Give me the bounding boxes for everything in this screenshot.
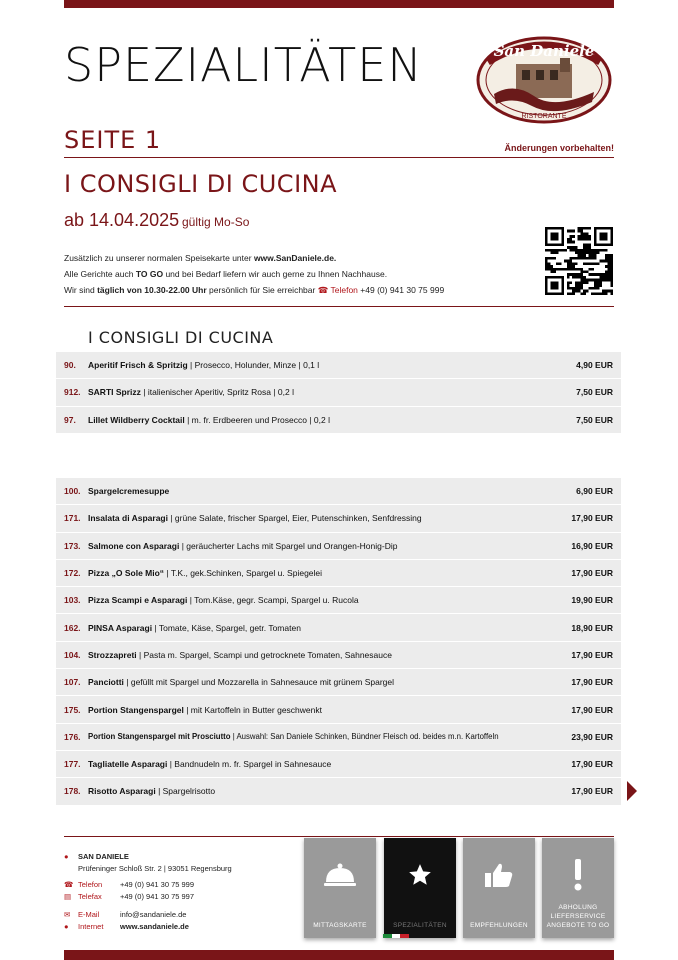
globe-icon: ● <box>64 922 69 931</box>
phone-icon: ☎ <box>317 285 331 295</box>
valid-days: gültig Mo-So <box>182 215 250 229</box>
menu-row: 100. Spargelcremesuppe 6,90 EUR <box>56 478 621 505</box>
tile-empfehlungen[interactable]: EMPFEHLUNGEN <box>463 838 535 938</box>
menu-row: 103. Pizza Scampi e Asparagi | Tom.Käse, gegr. Scampi, Spargel u. Rucola 19,90 EUR <box>56 587 621 614</box>
menu-row: 90. Aperitif Frisch & Spritzig | Prosecco, Holunder, Minze | 0,1 l 4,90 EUR <box>56 352 621 379</box>
thumbs-up-icon <box>463 860 535 890</box>
top-bar <box>64 0 614 8</box>
intro-line-3: Wir sind täglich von 10.30-22.00 Uhr persönlich für Sie erreichbar ☎ Telefon +49 (0) 941 30 75 999 <box>64 285 445 295</box>
intro-line-1: Zusätzlich zu unserer normalen Speisekarte unter www.SanDaniele.de. <box>64 253 337 263</box>
page-title: SPEZIALITÄTEN <box>64 38 423 92</box>
tile-spezialitaeten[interactable]: SPEZIALITÄTEN <box>384 838 456 938</box>
valid-from-date: ab 14.04.2025 <box>64 210 180 230</box>
disclaimer: Änderungen vorbehalten! <box>504 143 614 153</box>
footer-address: Prüfeninger Schloß Str. 2 | 93051 Regensburg <box>78 864 232 873</box>
section-subtitle: I CONSIGLI DI CUCINA <box>64 170 338 198</box>
website-link[interactable]: www.SanDaniele.de. <box>253 253 337 263</box>
qr-code-icon[interactable] <box>545 227 613 295</box>
menu-row: 912. SARTI Sprizz | italienischer Aperitiv, Spritz Rosa | 0,2 l 7,50 EUR <box>56 379 621 406</box>
footer-fax: ▤ Telefax +49 (0) 941 30 75 997 <box>64 892 195 901</box>
location-pin-icon: ● <box>64 852 69 861</box>
footer-email: ✉ E-Mail info@sandaniele.de <box>64 910 187 919</box>
divider <box>64 306 614 307</box>
menu-row: 107. Panciotti | gefüllt mit Spargel und Mozzarella in Sahnesauce mit grünem Spargel 17,90 EUR <box>56 669 621 696</box>
phone-icon: ☎ <box>64 880 74 889</box>
divider <box>64 836 614 837</box>
tile-mittagskarte[interactable]: MITTAGSKARTE <box>304 838 376 938</box>
intro-line-2: Alle Gerichte auch TO GO und bei Bedarf liefern wir auch gerne zu Ihnen Nachhause. <box>64 269 388 279</box>
svg-text:RISTORANTE: RISTORANTE <box>521 113 567 120</box>
menu-row: 177. Tagliatelle Asparagi | Bandnudeln m. fr. Spargel in Sahnesauce 17,90 EUR <box>56 751 621 778</box>
section-title: I CONSIGLI DI CUCINA <box>88 328 274 347</box>
divider <box>64 157 614 158</box>
menu-row: 175. Portion Stangenspargel | mit Kartoffeln in Butter geschwenkt 17,90 EUR <box>56 696 621 723</box>
footer-web: ● Internet www.sandaniele.de <box>64 922 189 931</box>
page-label: SEITE 1 <box>64 126 162 154</box>
menu-row: 97. Lillet Wildberry Cocktail | m. fr. Erdbeeren und Prosecco | 0,2 l 7,50 EUR <box>56 407 621 434</box>
exclamation-icon <box>542 860 614 890</box>
bottom-bar <box>64 950 614 960</box>
menu-row: 162. PINSA Asparagi | Tomate, Käse, Spargel, getr. Tomaten 18,90 EUR <box>56 614 621 641</box>
italian-flag-icon <box>383 934 409 938</box>
drinks-list <box>56 352 621 434</box>
menu-row: 176. Portion Stangenspargel mit Prosciutto | Auswahl: San Daniele Schinken, Bündner Fleisch od. beides m.n. Kartoffeln 23,90 EUR <box>56 724 621 751</box>
menu-row: 171. Insalata di Asparagi | grüne Salate, frischer Spargel, Eier, Putenschinken, Senfdressing 17,90 EUR <box>56 505 621 532</box>
tile-abholung[interactable]: ABHOLUNG LIEFERSERVICE ANGEBOTE TO GO <box>542 838 614 938</box>
dishes-list <box>56 478 621 806</box>
mail-icon: ✉ <box>64 910 71 919</box>
next-page-arrow-icon[interactable] <box>627 781 637 801</box>
menu-row: 172. Pizza „O Sole Mio“ | T.K., gek.Schinken, Spargel u. Spiegelei 17,90 EUR <box>56 560 621 587</box>
footer-name-line: ● SAN DANIELE <box>64 852 129 861</box>
menu-row: 178. Risotto Asparagi | Spargelrisotto 17,90 EUR <box>56 778 621 805</box>
restaurant-logo-icon <box>474 32 614 126</box>
menu-row: 173. Salmone con Asparagi | geräucherter Lachs mit Spargel und Orangen-Honig-Dip 16,90 EUR <box>56 533 621 560</box>
phone-number[interactable]: +49 (0) 941 30 75 999 <box>357 285 445 295</box>
cloche-icon <box>304 860 376 890</box>
star-icon <box>384 860 456 890</box>
menu-row: 104. Strozzapreti | Pasta m. Spargel, Scampi und getrocknete Tomaten, Sahnesauce 17,90 EUR <box>56 642 621 669</box>
footer-phone: ☎ Telefon +49 (0) 941 30 75 999 <box>64 880 195 889</box>
svg-text:San Daniele: San Daniele <box>493 42 595 60</box>
fax-icon: ▤ <box>64 892 72 901</box>
